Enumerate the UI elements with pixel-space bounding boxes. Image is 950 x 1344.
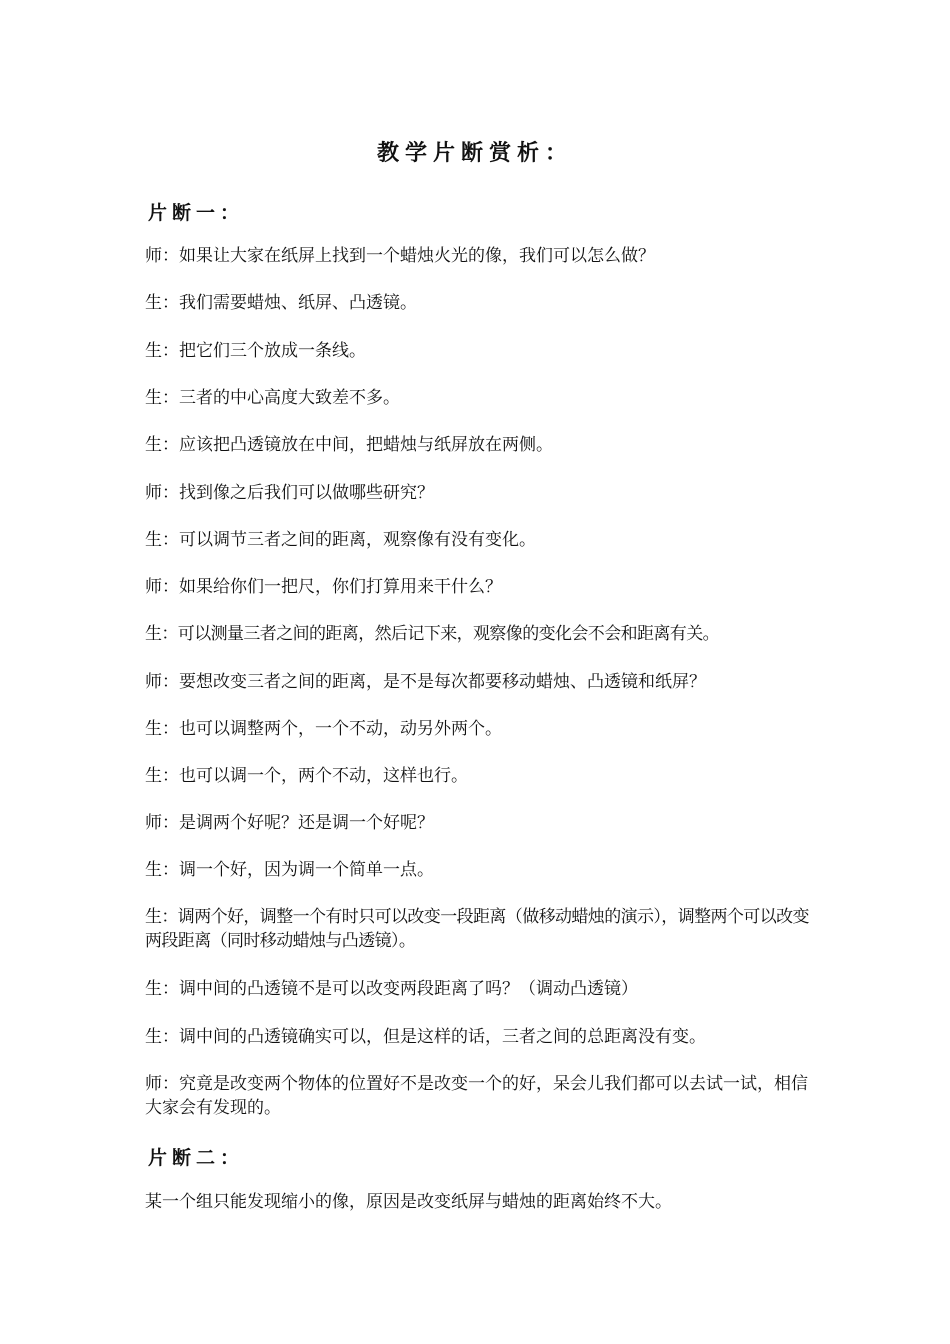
dialogue-line: 生：可以测量三者之间的距离，然后记下来，观察像的变化会不会和距离有关。 xyxy=(145,624,719,644)
dialogue-line: 生：三者的中心高度大致差不多。 xyxy=(145,388,400,408)
dialogue-paragraph: 生：调两个好，调整一个有时只可以改变一段距离（做移动蜡烛的演示），调整两个可以改变两段距离（同时移动蜡烛与凸透镜）。 xyxy=(145,907,809,951)
dialogue-line: 生：也可以调一个，两个不动，这样也行。 xyxy=(145,766,468,786)
document-title: 教学片断赏析： xyxy=(376,140,573,166)
dialogue-paragraph: 师：究竟是改变两个物体的位置好不是改变一个的好，呆会儿我们都可以去试一试，相信大家会有发现的。 xyxy=(145,1074,808,1118)
dialogue-line: 师：要想改变三者之间的距离，是不是每次都要移动蜡烛、凸透镜和纸屏？ xyxy=(145,672,706,692)
dialogue-line: 生：也可以调整两个，一个不动，动另外两个。 xyxy=(145,719,502,739)
section-heading-2: 片断二： xyxy=(148,1147,245,1169)
dialogue-line: 生：把它们三个放成一条线。 xyxy=(145,341,366,361)
dialogue-line: 某一个组只能发现缩小的像，原因是改变纸屏与蜡烛的距离始终不大。 xyxy=(145,1192,672,1212)
dialogue-line: 生：调一个好，因为调一个简单一点。 xyxy=(145,860,434,880)
dialogue-line: 师：如果让大家在纸屏上找到一个蜡烛火光的像，我们可以怎么做？ xyxy=(145,246,655,266)
dialogue-line: 生：我们需要蜡烛、纸屏、凸透镜。 xyxy=(145,293,417,313)
dialogue-line: 师：是调两个好呢？还是调一个好呢？ xyxy=(145,813,434,833)
dialogue-line: 生：应该把凸透镜放在中间，把蜡烛与纸屏放在两侧。 xyxy=(145,435,553,455)
dialogue-line: 师：如果给你们一把尺，你们打算用来干什么？ xyxy=(145,577,502,597)
dialogue-line: 生：可以调节三者之间的距离，观察像有没有变化。 xyxy=(145,530,536,550)
dialogue-line: 师：找到像之后我们可以做哪些研究？ xyxy=(145,483,434,503)
section-heading-1: 片断一： xyxy=(148,202,245,224)
dialogue-line: 生：调中间的凸透镜确实可以，但是这样的话，三者之间的总距离没有变。 xyxy=(145,1027,706,1047)
dialogue-line: 生：调中间的凸透镜不是可以改变两段距离了吗？（调动凸透镜） xyxy=(145,979,638,999)
